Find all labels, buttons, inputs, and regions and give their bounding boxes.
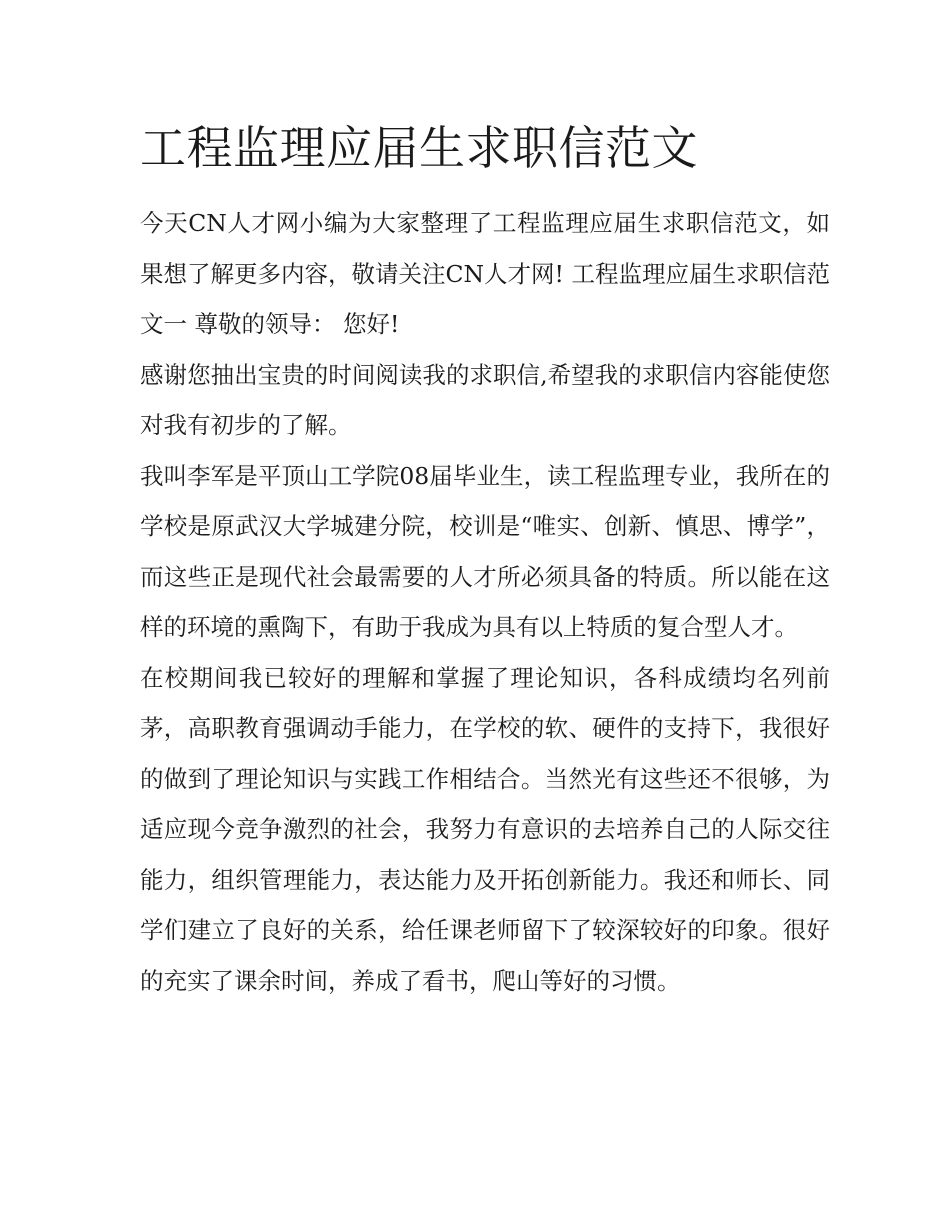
paragraph-thanks: 感谢您抽出宝贵的时间阅读我的求职信,希望我的求职信内容能使您对我有初步的了解。 bbox=[140, 360, 830, 439]
document-title: 工程监理应届生求职信范文 bbox=[140, 121, 698, 175]
paragraph-intro: 今天CN人才网小编为大家整理了工程监理应届生求职信范文，如果想了解更多内容，敬请关注CN人才网! 工程监理应届生求职信范文一 尊敬的领导： 您好! bbox=[140, 209, 830, 338]
document-body bbox=[140, 198, 830, 1006]
paragraph-school-experience: 在校期间我已较好的理解和掌握了理论知识，各科成绩均名列前茅，高职教育强调动手能力，在学校的软、硬件的支持下，我很好的做到了理论知识与实践工作相结合。当然光有这些还不很够，为适应现今竞争激烈的社会，我努力有意识的去培养自己的人际交往能力，组织管理能力，表达能力及开拓创新能力。我还和师长、同学们建立了良好的关系，给任课老师留下了较深较好的印象。很好的充实了课余时间，养成了看书，爬山等好的习惯。 bbox=[140, 663, 830, 995]
paragraph-background: 我叫李军是平顶山工学院08届毕业生，读工程监理专业，我所在的学校是原武汉大学城建分院，校训是“唯实、创新、慎思、博学”，而这些正是现代社会最需要的人才所必须具备的特质。所以能在这样的环境的熏陶下，有助于我成为具有以上特质的复合型人才。 bbox=[140, 461, 830, 641]
